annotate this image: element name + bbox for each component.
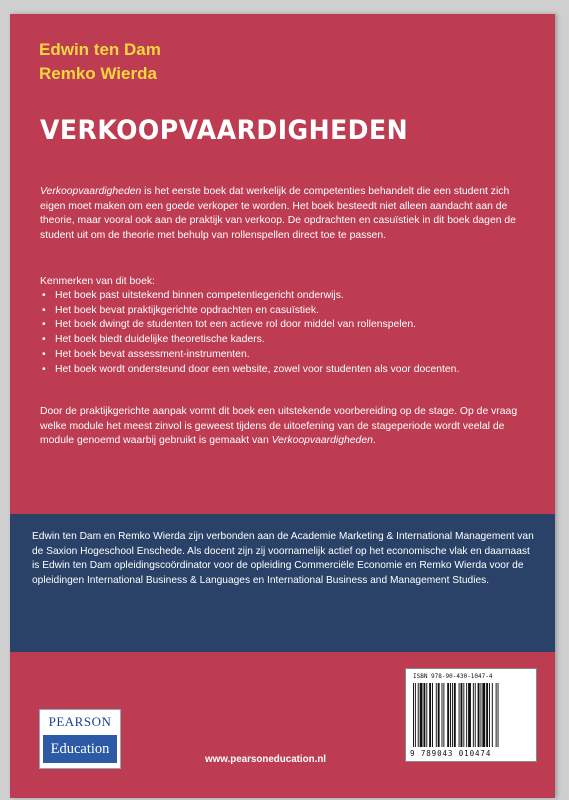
closing-text: Door de praktijkgerichte aanpak vormt dit boek een uitstekende voorbereiding op de stage. Op de vraag welke module het meest zinvol is geweest tijdens de uitoefening van de stageperiode wordt veelal de module genoemd waarbij gebruikt is gemaakt van xyxy=(40,406,518,447)
book-title-italic: Verkoopvaardigheden xyxy=(40,186,142,197)
pearson-education-logo xyxy=(39,709,121,769)
intro-text: is het eerste boek dat werkelijk de competenties behandelt die een student zich eigen moet maken om een goede verkoper te worden. Het boek besteedt niet alleen aandacht aan de theorie, maar vooral ook aan de praktijk van verkoop. De opdrachten en casuïstiek in dit boek dagen de student uit om de theorie met behulp van rollenspellen direct toe te passen. xyxy=(40,186,516,242)
author-name: Edwin ten Dam xyxy=(39,40,161,59)
barcode-image xyxy=(411,683,531,747)
list-item: • Het boek bevat praktijkgerichte opdrachten en casuïstiek. xyxy=(40,304,520,319)
book-back-cover xyxy=(10,14,555,798)
author-name: Remko Wierda xyxy=(39,64,157,83)
publisher-website: www.pearsoneducation.nl xyxy=(205,754,327,765)
book-title: VERKOOPVAARDIGHEDEN xyxy=(40,115,409,146)
list-item: • Het boek past uitstekend binnen competentiegericht onderwijs. xyxy=(40,289,520,304)
list-item: • Het boek bevat assessment-instrumenten. xyxy=(40,348,520,363)
logo-pearson-text: PEARSON xyxy=(48,714,112,729)
author-names xyxy=(39,38,161,86)
ean-digits: 9 789043 010474 xyxy=(410,749,492,758)
author-bio: Edwin ten Dam en Remko Wierda zijn verbonden aan de Academie Marketing & International Management van de Saxion Hogeschool Enschede. Als docent zijn zij voornamelijk actief op het economische vlak en daarnaast is Edwin ten Dam opleidingscoördinator voor de opleiding Commerciële Economie en Remko Wierda voor de opleidingen International Business & Languages en International Business and Management Studies. xyxy=(32,531,534,586)
book-title-italic: Verkoopvaardigheden xyxy=(271,435,373,447)
author-bio-band xyxy=(10,514,555,652)
intro-paragraph xyxy=(40,185,520,244)
closing-end: . xyxy=(372,435,376,447)
features-list xyxy=(40,289,520,377)
isbn-text: ISBN 978-90-430-1047-4 xyxy=(413,673,493,680)
barcode-label xyxy=(405,668,537,762)
closing-paragraph xyxy=(40,405,520,449)
logo-education-text: Education xyxy=(43,735,117,763)
features-heading: Kenmerken van dit boek: xyxy=(40,276,155,287)
list-item: • Het boek dwingt de studenten tot een actieve rol door middel van rollenspelen. xyxy=(40,318,520,333)
list-item: • Het boek biedt duidelijke theoretische kaders. xyxy=(40,333,520,348)
list-item: • Het boek wordt ondersteund door een website, zowel voor studenten als voor docenten. xyxy=(40,363,520,378)
